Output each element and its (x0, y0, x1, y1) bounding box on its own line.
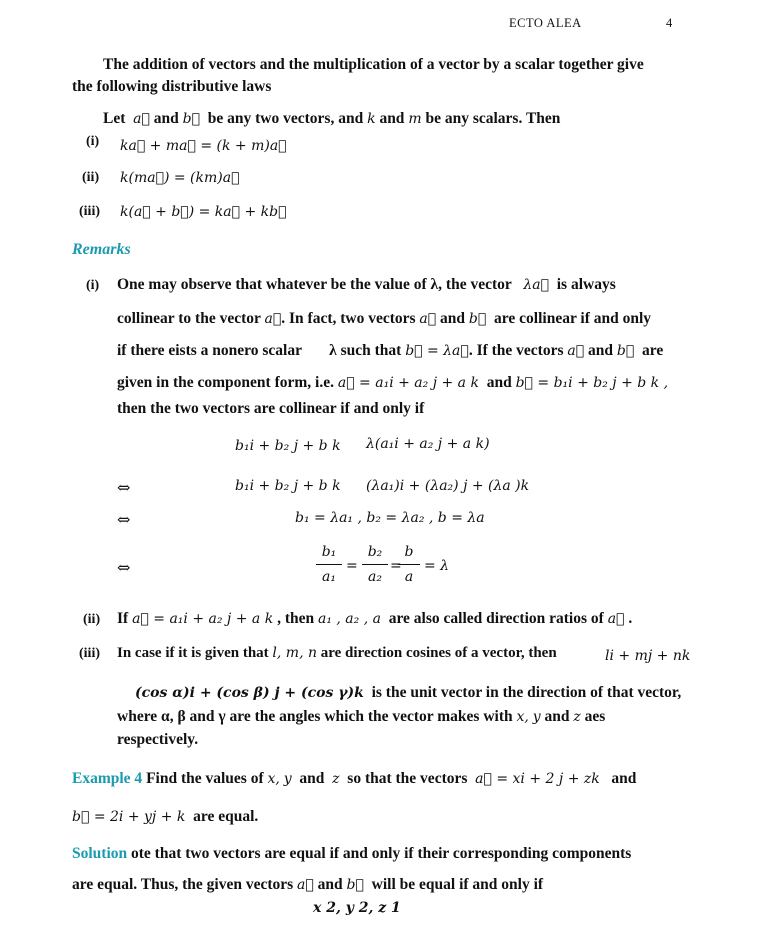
remark-1-line-3: if there eists a nonero scalar λ such that b⃗ = λa⃗. If the vectors a⃗ and b⃗ are (117, 342, 664, 359)
solution-line-1: Solution ote that two vectors are equal if and only if their corresponding components (72, 845, 632, 862)
remarks-heading: Remarks (72, 241, 131, 258)
eq2-right: (λa₁)i + (λa₂) j + (λa )k (366, 478, 530, 494)
example-line-2: b⃗ = 2i + yj + k are equal. (72, 808, 259, 825)
remark-label: (ii) (83, 612, 101, 627)
law-label: (i) (86, 134, 100, 149)
running-header-title: ECTO ALEA (509, 16, 582, 30)
iff-symbol: ⇔ (117, 558, 131, 577)
law-label: (ii) (82, 170, 100, 185)
fraction-b2-a2: b₂ a₂ (362, 542, 388, 587)
solution-line-2: are equal. Thus, the given vectors a⃗ and b⃗ will be equal if and only if (72, 876, 544, 893)
example-label: Example 4 (72, 770, 143, 787)
remark-3-line-1: In case if it is given that l, m, n are direction cosines of a vector, then (117, 645, 557, 661)
remark-2-line: If a⃗ = a₁i + a₂ j + a k , then a₁ , a₂ , a are also called direction ratios of a⃗ . (117, 610, 633, 627)
fraction-b-a: b a (398, 542, 420, 587)
remark-1-line-2: collinear to the vector a⃗. In fact, two vectors a⃗ and b⃗ are collinear if and only (117, 310, 652, 327)
solution-result: x 2, y 2, z 1 (313, 900, 401, 916)
solution-label: Solution (72, 845, 128, 862)
page-number: 4 (666, 16, 673, 30)
equals-sign: = (390, 558, 402, 574)
let-line: Let a⃗ and b⃗ be any two vectors, and k and m be any scalars. Then (103, 110, 561, 127)
intro-line-1: The addition of vectors and the multiplication of a vector by a scalar together give (103, 56, 644, 73)
remark-label: (i) (86, 278, 100, 293)
iff-symbol: ⇔ (117, 478, 131, 497)
law-formula: ka⃗ + ma⃗ = (k + m)a⃗ (120, 138, 287, 154)
remark-1-line-4: given in the component form, i.e. a⃗ = a₁i + a₂ j + a k and b⃗ = b₁i + b₂ j + b k , (117, 374, 669, 391)
equals-lambda: = λ (424, 558, 450, 574)
remark-3-line-4: respectively. (117, 731, 199, 748)
li-mj-nk: li + mj + nk (605, 648, 691, 664)
intro-line-2: the following distributive laws (72, 78, 272, 95)
remark-1-line-1: One may observe that whatever be the value of λ, the vector λa⃗ is always (117, 276, 616, 293)
law-label: (iii) (79, 204, 100, 219)
fraction-b1-a1: b₁ a₁ (316, 542, 342, 587)
eq1-left: b₁i + b₂ j + b k (235, 438, 341, 454)
remark-3-line-2: (cos α)i + (cos β) j + (cos γ)k is the unit vector in the direction of that vector, (135, 684, 682, 701)
eq2-left: b₁i + b₂ j + b k (235, 478, 341, 494)
iff-symbol: ⇔ (117, 510, 131, 529)
law-formula: k(a⃗ + b⃗) = ka⃗ + kb⃗ (120, 204, 287, 220)
eq3: b₁ = λa₁ , b₂ = λa₂ , b = λa (295, 510, 485, 526)
equals-sign: = (346, 558, 358, 574)
eq1-right: λ(a₁i + a₂ j + a k) (366, 436, 490, 452)
remark-label: (iii) (79, 646, 100, 661)
example-line-1: Example 4 Find the values of x, y and z so that the vectors a⃗ = xi + 2 j + zk and (72, 770, 637, 787)
remark-1-line-5: then the two vectors are collinear if and only if (117, 400, 425, 417)
law-formula: k(ma⃗) = (km)a⃗ (120, 170, 240, 186)
remark-3-line-3: where α, β and γ are the angles which the vector makes with x, y and z aes (117, 708, 606, 725)
